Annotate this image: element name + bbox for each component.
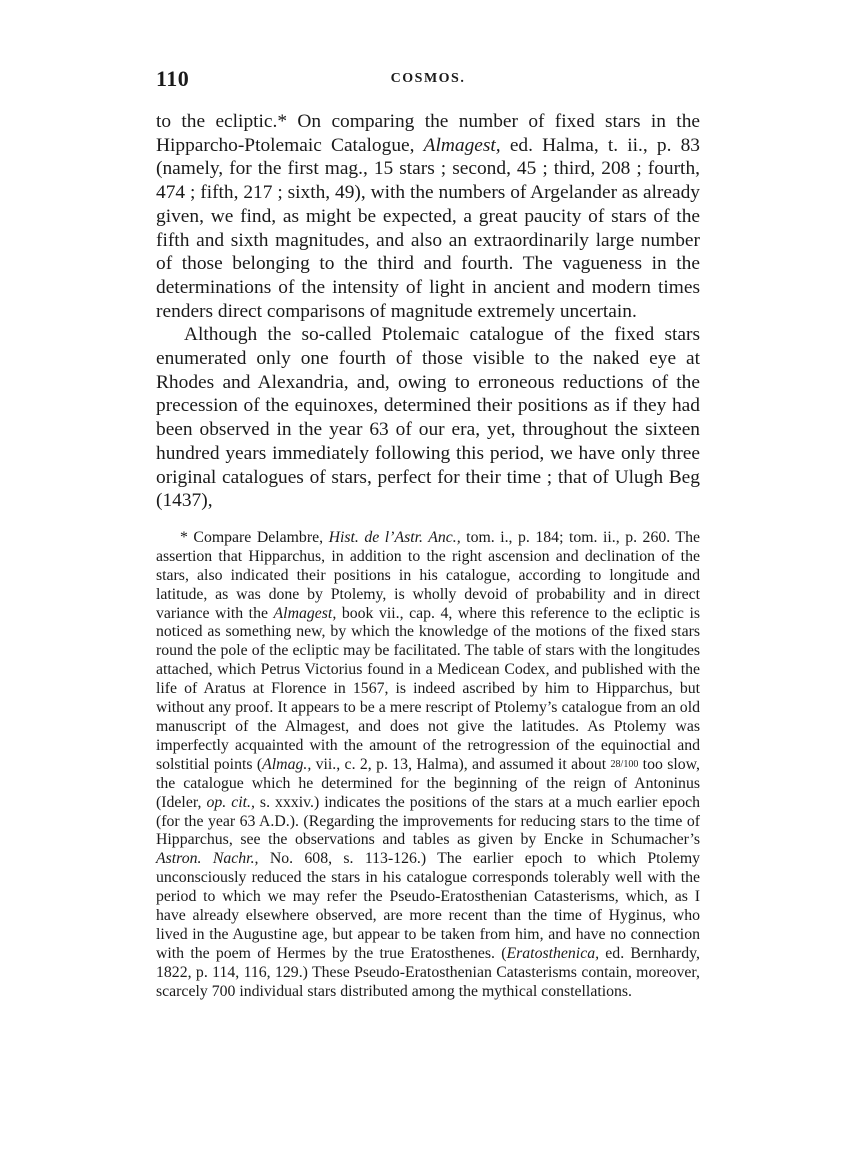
book-page [156,66,700,1002]
fraction: 28/100 [610,758,639,770]
body-text [156,110,700,513]
footnote-text: * Compare Delambre, Hist. de l’Astr. Anc., tom. i., p. 184; tom. ii., p. 260. The assertion that Hipparchus, in addition to the right ascension and declination of the stars, also indicated their positions in his catalogue, according to longitude and latitude, as was done by Ptolemy, is wholly devoid of probability and in direct variance with the Almagest, book vii., cap. 4, where this reference to the ecliptic is noticed as something new, by which the knowledge of the motions of the fixed stars round the pole of the ecliptic may be facilitated. The table of stars with the longitudes attached, which Petrus Victorius found in a Medicean Codex, and published with the life of Aratus at Florence in 1567, is indeed ascribed by him to Hipparchus, but without any proof. It appears to be a mere rescript of Ptolemy’s catalogue from an old manuscript of the Almagest, and does not give the latitudes. As Ptolemy was imperfectly acquainted with the amount of the retrogression of the equinoctial and solstitial points (Almag., vii., c. 2, p. 13, Halma), and assumed it about 28/100 too slow, the catalogue which he determined for the beginning of the reign of Antoninus (Ideler, op. cit., s. xxxiv.) indicates the positions of the stars at a much earlier epoch (for the year 63 A.D.). (Regarding the improvements for reducing stars to the time of Hipparchus, see the observations and tables as given by Encke in Schumacher’s Astron. Nachr., No. 608, s. 113-126.) The earlier epoch to which Ptolemy unconsciously reduced the stars in his catalogue corresponds tolerably well with the period to which we may refer the Pseudo-Eratosthenian Catasterisms, which, as I have already elsewhere observed, are more recent than the time of Hyginus, who lived in the Augustine age, but appear to be taken from him, and have no connection with the poem of Hermes by the true Eratosthenes. (Eratosthenica, ed. Bernhardy, 1822, p. 114, 116, 129.) These Pseudo-Eratosthenian Catasterisms contain, moreover, scarcely 700 individual stars distributed among the mythical constellations. [156,528,701,1000]
running-head [156,66,700,96]
footnote [156,529,700,1002]
running-title: COSMOS. [390,71,466,86]
paragraph-1: to the ecliptic.* On comparing the number of fixed stars in the Hipparcho-Ptolemaic Catalogue, Almagest, ed. Halma, t. ii., p. 83 (namely, for the first mag., 15 stars ; second, 45 ; third, 208 ; fourth, 474 ; fifth, 217 ; sixth, 49), with the numbers of Argelander as already given, we find, as might be expected, a great paucity of stars of the fifth and sixth magnitudes, and also an extraordinarily large number of those belonging to the third and fourth. The vagueness in the determinations of the intensity of light in ancient and modern times renders direct comparisons of magnitude extremely uncertain. [156,111,700,322]
italic-almagest: Almagest, [423,134,501,156]
paragraph-2: Although the so-called Ptolemaic catalogue of the fixed stars enumerated only one fourth of those visible to the naked eye at Rhodes and Alexandria, and, owing to erroneous reductions of the precession of the equinoxes, determined their positions as if they had been observed in the year 63 of our era, yet, throughout the sixteen hundred years immediately following this period, we have only three original catalogues of stars, perfect for their time ; that of Ulugh Beg (1437), [156,324,700,512]
page-number: 110 [156,66,190,91]
